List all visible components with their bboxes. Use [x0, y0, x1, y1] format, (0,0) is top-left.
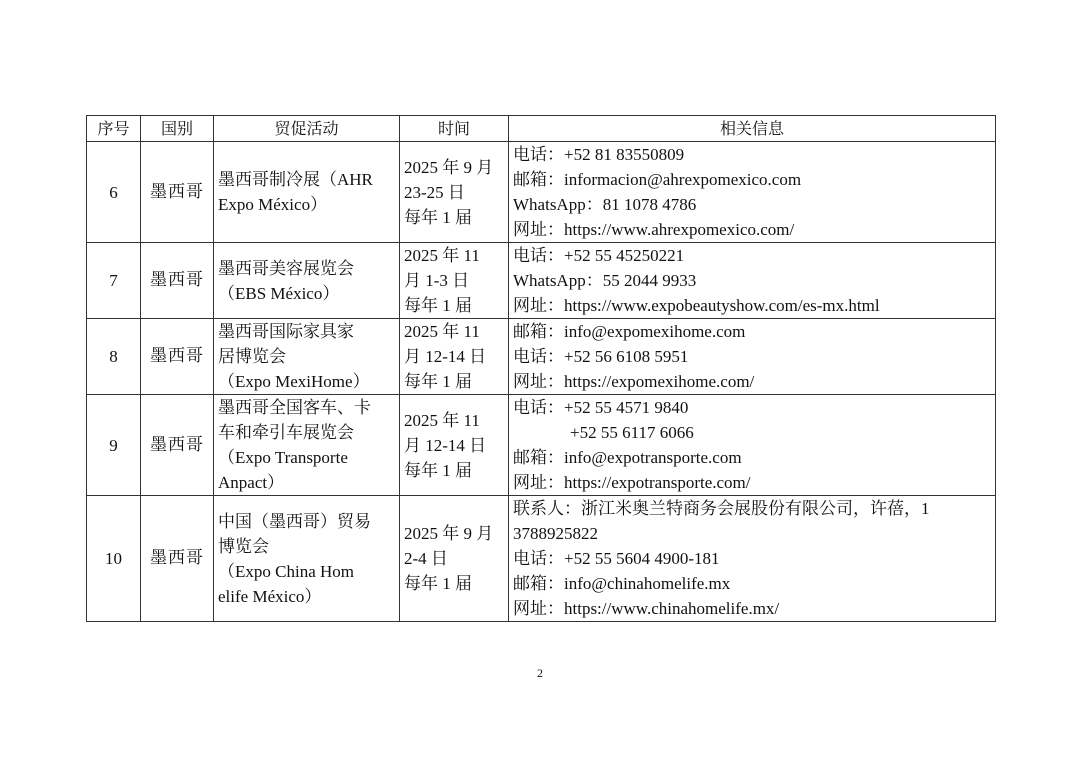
info-value: +52 55 45250221 [564, 246, 685, 265]
info-line [513, 521, 991, 546]
expo-table [86, 115, 996, 622]
info-label: 邮箱： [513, 448, 564, 467]
row-info [509, 395, 996, 496]
row-time [400, 142, 509, 243]
row-country: 墨西哥 [141, 142, 214, 243]
event-name-line: （Expo China Hom [218, 561, 354, 581]
event-name-line: （EBS México） [218, 283, 340, 303]
info-line [513, 369, 991, 394]
event-time-line: 每年 1 届 [404, 296, 472, 315]
event-time-line: 每年 1 届 [404, 460, 472, 480]
info-line [513, 496, 991, 521]
info-value: 81 1078 4786 [602, 195, 697, 214]
event-time-line: 2-4 日 [404, 549, 448, 568]
info-label: 联系人： [513, 499, 581, 518]
info-label: 电话： [513, 398, 564, 417]
info-line [513, 395, 991, 420]
info-value: +52 81 83550809 [564, 145, 685, 164]
event-name-line: elife México） [218, 586, 322, 606]
info-link[interactable]: https://expomexihome.com/ [564, 372, 755, 391]
event-time-line: 月 12-14 日 [404, 347, 487, 366]
row-info [509, 243, 996, 319]
table-header-row [87, 116, 996, 142]
info-link[interactable]: info@chinahomelife.mx [564, 574, 731, 593]
info-line [513, 319, 991, 344]
info-label: 电话： [513, 246, 564, 265]
event-name-line: Anpact） [218, 473, 285, 492]
event-time-line: 23-25 日 [404, 182, 465, 202]
table-row [87, 395, 996, 496]
event-time-line: 月 1-3 日 [404, 271, 470, 290]
info-label: 网址： [513, 372, 564, 391]
table-row [87, 243, 996, 319]
row-time [400, 319, 509, 395]
page-number: 2 [537, 666, 543, 680]
row-info [509, 496, 996, 622]
info-label: WhatsApp： [513, 271, 603, 290]
info-value: +52 55 4571 9840 [564, 398, 689, 417]
header-no: 序号 [87, 116, 141, 142]
event-name-line: 居博览会 [218, 347, 286, 366]
info-value: +52 55 6117 6066 [570, 423, 694, 442]
info-link[interactable]: info@expotransporte.com [564, 448, 742, 467]
info-label: 网址： [513, 296, 564, 315]
header-info: 相关信息 [509, 116, 996, 142]
row-event [214, 319, 400, 395]
row-event [214, 395, 400, 496]
event-time-line: 每年 1 届 [404, 207, 472, 227]
row-number: 6 [87, 142, 141, 243]
event-time-line: 每年 1 届 [404, 372, 472, 391]
row-country: 墨西哥 [141, 496, 214, 622]
row-number: 10 [87, 496, 141, 622]
row-event [214, 496, 400, 622]
info-label: 电话： [513, 347, 564, 366]
event-name-line: Expo México） [218, 195, 328, 214]
info-line [513, 420, 991, 445]
event-name-line: 墨西哥美容展览会 [218, 258, 354, 278]
info-line [513, 167, 991, 192]
event-time-line: 2025 年 11 [404, 246, 480, 265]
info-link[interactable]: informacion@ahrexpomexico.com [564, 170, 802, 189]
info-line [513, 571, 991, 596]
info-line [513, 268, 991, 293]
info-value: 55 2044 9933 [602, 271, 697, 290]
row-info [509, 319, 996, 395]
info-line [513, 192, 991, 217]
info-value: +52 55 5604 4900-181 [564, 549, 720, 568]
row-event [214, 243, 400, 319]
row-country: 墨西哥 [141, 319, 214, 395]
row-country: 墨西哥 [141, 243, 214, 319]
event-name-line: （Expo Transporte [218, 448, 348, 467]
info-value: +52 56 6108 5951 [564, 347, 689, 366]
row-time [400, 395, 509, 496]
info-label: 网址： [513, 599, 564, 618]
info-link[interactable]: https://www.expobeautyshow.com/es-mx.html [564, 296, 880, 315]
info-label: 网址： [513, 220, 564, 239]
event-time-line: 2025 年 9 月 [404, 157, 494, 177]
info-label: 邮箱： [513, 322, 564, 341]
info-line [513, 596, 991, 621]
info-line [513, 470, 991, 495]
info-line [513, 142, 991, 167]
info-label: WhatsApp： [513, 195, 603, 214]
info-line [513, 344, 991, 369]
row-country: 墨西哥 [141, 395, 214, 496]
info-link[interactable]: info@expomexihome.com [564, 322, 746, 341]
info-label: 邮箱： [513, 574, 564, 593]
info-label: 网址： [513, 473, 564, 492]
event-time-line: 每年 1 届 [404, 574, 472, 593]
header-event: 贸促活动 [214, 116, 400, 142]
table-row [87, 496, 996, 622]
info-label: 邮箱： [513, 170, 564, 189]
event-name-line: （Expo MexiHome） [218, 372, 370, 391]
header-country: 国别 [141, 116, 214, 142]
info-line [513, 217, 991, 242]
event-name-line: 车和牵引车展览会 [218, 423, 354, 442]
event-name-line: 博览会 [218, 536, 269, 556]
info-value: 浙江米奥兰特商务会展股份有限公司，许蓓，1 [581, 499, 930, 518]
event-time-line: 2025 年 9 月 [404, 524, 494, 543]
event-name-line: 中国（墨西哥）贸易 [218, 511, 371, 531]
event-time-line: 2025 年 11 [404, 410, 480, 430]
event-name-line: 墨西哥制冷展（AHR [218, 170, 373, 189]
table-row [87, 319, 996, 395]
table-row [87, 142, 996, 243]
info-line [513, 546, 991, 571]
info-link[interactable]: https://www.chinahomelife.mx/ [564, 599, 780, 618]
row-info [509, 142, 996, 243]
row-time [400, 243, 509, 319]
event-time-line: 2025 年 11 [404, 322, 480, 341]
event-time-line: 月 12-14 日 [404, 435, 487, 455]
row-number: 9 [87, 395, 141, 496]
info-line [513, 445, 991, 470]
info-label: 电话： [513, 549, 564, 568]
info-value: 3788925822 [513, 524, 598, 543]
info-link[interactable]: https://expotransporte.com/ [564, 473, 751, 492]
info-line [513, 243, 991, 268]
info-label: 电话： [513, 145, 564, 164]
info-link[interactable]: https://www.ahrexpomexico.com/ [564, 220, 795, 239]
row-time [400, 496, 509, 622]
row-event [214, 142, 400, 243]
row-number: 7 [87, 243, 141, 319]
info-line [513, 293, 991, 318]
event-name-line: 墨西哥国际家具家 [218, 322, 354, 341]
header-time: 时间 [400, 116, 509, 142]
row-number: 8 [87, 319, 141, 395]
event-name-line: 墨西哥全国客车、卡 [218, 398, 371, 417]
